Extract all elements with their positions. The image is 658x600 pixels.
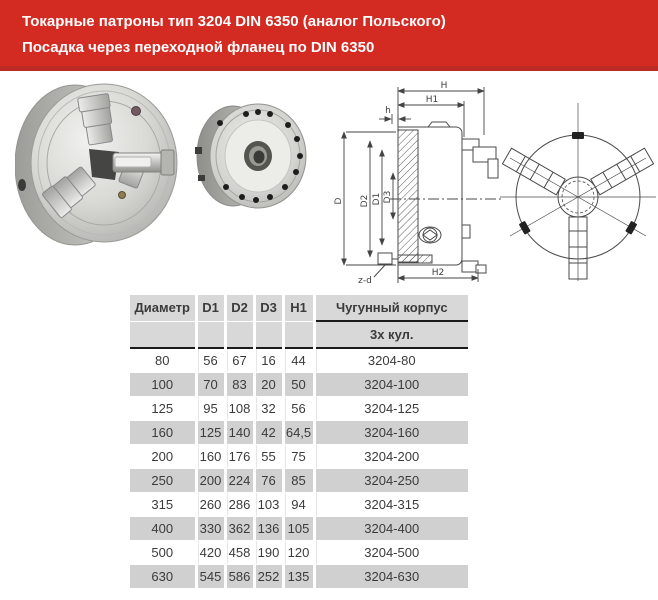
table-cell: 125 (196, 421, 225, 445)
dim-label-D2: D2 (360, 194, 370, 208)
table-cell: 545 (196, 565, 225, 589)
table-cell: 75 (283, 445, 314, 469)
table-cell: 85 (283, 469, 314, 493)
table-cell: 56 (283, 397, 314, 421)
table-body (130, 348, 468, 589)
table-cell: 80 (130, 348, 196, 373)
header-spacer (196, 321, 225, 348)
table-cell: 630 (130, 565, 196, 589)
col-header-h1: H1 (283, 295, 314, 321)
table-cell: 260 (196, 493, 225, 517)
table-cell: 3204-315 (314, 493, 468, 517)
table-row (130, 348, 468, 373)
table-cell: 420 (196, 541, 225, 565)
table-cell: 224 (225, 469, 254, 493)
header-banner (0, 0, 658, 71)
header-spacer (283, 321, 314, 348)
table-cell: 103 (254, 493, 283, 517)
table-cell: 120 (283, 541, 314, 565)
table-cell: 70 (196, 373, 225, 397)
table-cell: 3204-630 (314, 565, 468, 589)
table-cell: 44 (283, 348, 314, 373)
table-cell: 400 (130, 517, 196, 541)
table-cell: 586 (225, 565, 254, 589)
table-cell: 136 (254, 517, 283, 541)
table-cell: 64,5 (283, 421, 314, 445)
col-header-diameter: Диаметр (130, 295, 196, 321)
bore-core (254, 151, 265, 164)
page-subtitle: Посадка через переходной фланец по DIN 6350 (22, 39, 375, 56)
table-row (130, 565, 468, 589)
table-cell: 252 (254, 565, 283, 589)
table-cell: 95 (196, 397, 225, 421)
table-cell: 250 (130, 469, 196, 493)
table-cell: 500 (130, 541, 196, 565)
header-spacer (130, 321, 196, 348)
dim-label-h: h (385, 106, 391, 116)
table-subheader-row (130, 321, 468, 348)
table-cell: 32 (254, 397, 283, 421)
table-row (130, 541, 468, 565)
table-cell: 362 (225, 517, 254, 541)
table-row (130, 373, 468, 397)
table-cell: 160 (130, 421, 196, 445)
table-cell: 108 (225, 397, 254, 421)
col-subheader-3-jaw: 3х кул. (314, 321, 468, 348)
dim-label-H2: H2 (431, 268, 445, 278)
table-cell: 140 (225, 421, 254, 445)
table-cell: 55 (254, 445, 283, 469)
table-cell: 176 (225, 445, 254, 469)
drawing-front-view (498, 93, 658, 283)
table-cell: 50 (283, 373, 314, 397)
dim-label-D1: D1 (372, 192, 382, 206)
table-cell: 100 (130, 373, 196, 397)
dimensions-table-wrap (130, 295, 658, 589)
side-notch (198, 175, 205, 181)
col-header-cast-iron-body: Чугунный корпус (314, 295, 468, 321)
table-cell: 67 (225, 348, 254, 373)
table-cell: 3204-250 (314, 469, 468, 493)
page-title: Токарные патроны тип 3204 DIN 6350 (аналог Польского) (22, 13, 446, 30)
header-spacer (225, 321, 254, 348)
table-row (130, 517, 468, 541)
table-cell: 458 (225, 541, 254, 565)
col-header-d1: D1 (196, 295, 225, 321)
figures-strip (0, 71, 658, 295)
face-screw-bottom (119, 192, 126, 199)
table-cell: 330 (196, 517, 225, 541)
dim-label-H: H (440, 81, 448, 91)
dim-label-D: D (334, 197, 344, 205)
side-notch (195, 147, 202, 154)
table-header-row (130, 295, 468, 321)
table-cell: 315 (130, 493, 196, 517)
table-row (130, 469, 468, 493)
table-cell: 135 (283, 565, 314, 589)
table-cell: 56 (196, 348, 225, 373)
table-cell: 200 (196, 469, 225, 493)
photo-chuck-rear (193, 101, 309, 213)
table-cell: 3204-125 (314, 397, 468, 421)
table-cell: 286 (225, 493, 254, 517)
table-cell: 16 (254, 348, 283, 373)
face-screw-top (132, 107, 141, 116)
table-cell: 3204-80 (314, 348, 468, 373)
table-cell: 160 (196, 445, 225, 469)
table-cell: 105 (283, 517, 314, 541)
dim-label-H1: H1 (425, 95, 439, 105)
table-cell: 94 (283, 493, 314, 517)
table-cell: 190 (254, 541, 283, 565)
col-header-d2: D2 (225, 295, 254, 321)
dimensions-table (130, 295, 468, 589)
table-row (130, 493, 468, 517)
table-cell: 3204-500 (314, 541, 468, 565)
dim-label-D3: D3 (383, 190, 393, 204)
table-row (130, 397, 468, 421)
table-cell: 3204-400 (314, 517, 468, 541)
front-view-geometry (500, 103, 656, 281)
header-spacer (254, 321, 283, 348)
table-cell: 83 (225, 373, 254, 397)
table-cell: 3204-200 (314, 445, 468, 469)
table-cell: 76 (254, 469, 283, 493)
photo-chuck-front (15, 79, 179, 251)
table-cell: 42 (254, 421, 283, 445)
table-cell: 20 (254, 373, 283, 397)
drawing-cross-section (332, 77, 502, 289)
table-row (130, 421, 468, 445)
col-header-d3: D3 (254, 295, 283, 321)
table-cell: 125 (130, 397, 196, 421)
table-row (130, 445, 468, 469)
table-cell: 200 (130, 445, 196, 469)
dim-label-zd: z-d (358, 276, 372, 286)
chuck-side-hole (18, 179, 26, 191)
table-cell: 3204-160 (314, 421, 468, 445)
table-cell: 3204-100 (314, 373, 468, 397)
chuck-key (113, 150, 174, 175)
